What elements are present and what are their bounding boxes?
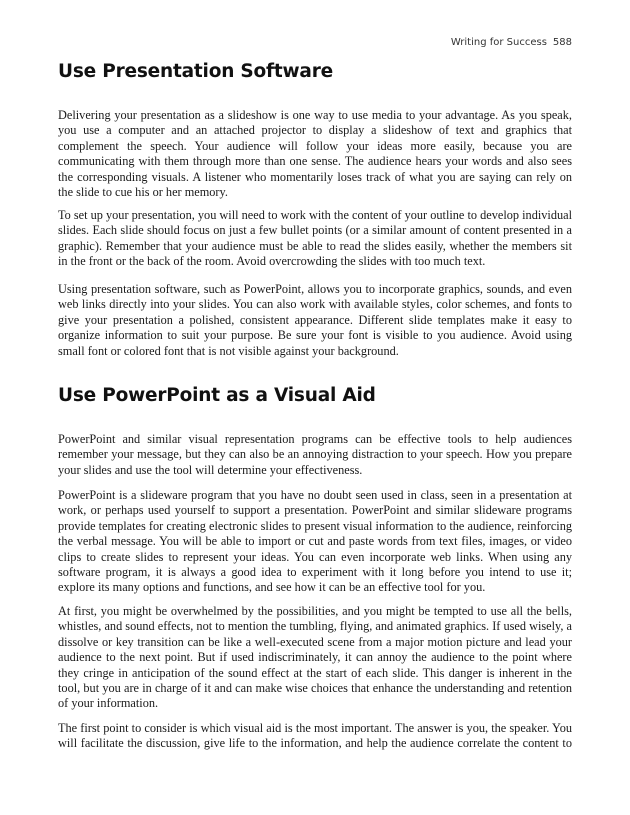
paragraph: PowerPoint and similar visual representation programs can be effective tools to help audiences remember your message, but they can also be an annoying distraction to your speech. How you prepare your slides and use the tool will determine your effectiveness. [58, 432, 572, 477]
paragraph: PowerPoint is a slideware program that you have no doubt seen used in class, seen in a presentation at work, or perhaps used yourself to support a presentation. PowerPoint and similar slideware programs provide templates for creating electronic slides to present visual information to the audience, reinforcing the verbal message. You will be able to import or cut and paste words from text files, images, or video clips to create slides to represent your ideas. You can even incorporate web links. When using any software program, it is always a good idea to experiment with it long before you intend to use it; explore its many options and functions, and see how it can be an effective tool for you. [58, 488, 572, 595]
section-heading-presentation-software: Use Presentation Software [58, 61, 333, 82]
page-number: 588 [552, 37, 572, 48]
section-heading-powerpoint-visual-aid: Use PowerPoint as a Visual Aid [58, 385, 376, 406]
book-title: Writing for Success [450, 37, 547, 48]
paragraph: To set up your presentation, you will need to work with the content of your outline to develop individual slides. Each slide should focus on just a few bullet points (or a similar amount of content presented in a graphic). Remember that your audience must be able to read the slides easily, whether the members sit in the front or the back of the room. Avoid overcrowding the slides with too much text. [58, 208, 572, 269]
paragraph: Delivering your presentation as a slideshow is one way to use media to your advantage. As you speak, you use a computer and an attached projector to display a slideshow of text and graphics that complement the speech. Your audience will follow your ideas more easily, because you are communicating with them through more than one sense. The audience hears your words and also sees the corresponding visuals. A listener who momentarily loses track of what you are saying can rely on the slide to cue his or her memory. [58, 108, 572, 200]
paragraph: The first point to consider is which visual aid is the most important. The answer is you, the speaker. You will facilitate the discussion, give life to the information, and help the audience correlate the content to [58, 721, 572, 751]
running-header [451, 37, 572, 48]
paragraph: Using presentation software, such as PowerPoint, allows you to incorporate graphics, sounds, and even web links directly into your slides. You can also work with available styles, color schemes, and fonts to give your presentation a polished, consistent appearance. Different slide templates make it easy to organize information to suit your purpose. Be sure your font is visible to you audience. Avoid using small font or colored font that is not visible against your background. [58, 282, 572, 358]
paragraph: At first, you might be overwhelmed by the possibilities, and you might be tempted to use all the bells, whistles, and sound effects, not to mention the tumbling, flying, and animated graphics. If used wisely, a dissolve or key transition can be like a well-executed scene from a major motion picture and lead your audience to the next point. But if used indiscriminately, it can annoy the audience to the point where they cringe in anticipation of the sound effect at the start of each slide. This danger is inherent in the tool, but you are in charge of it and can make wise choices that enhance the understanding and retention of your information. [58, 604, 572, 711]
